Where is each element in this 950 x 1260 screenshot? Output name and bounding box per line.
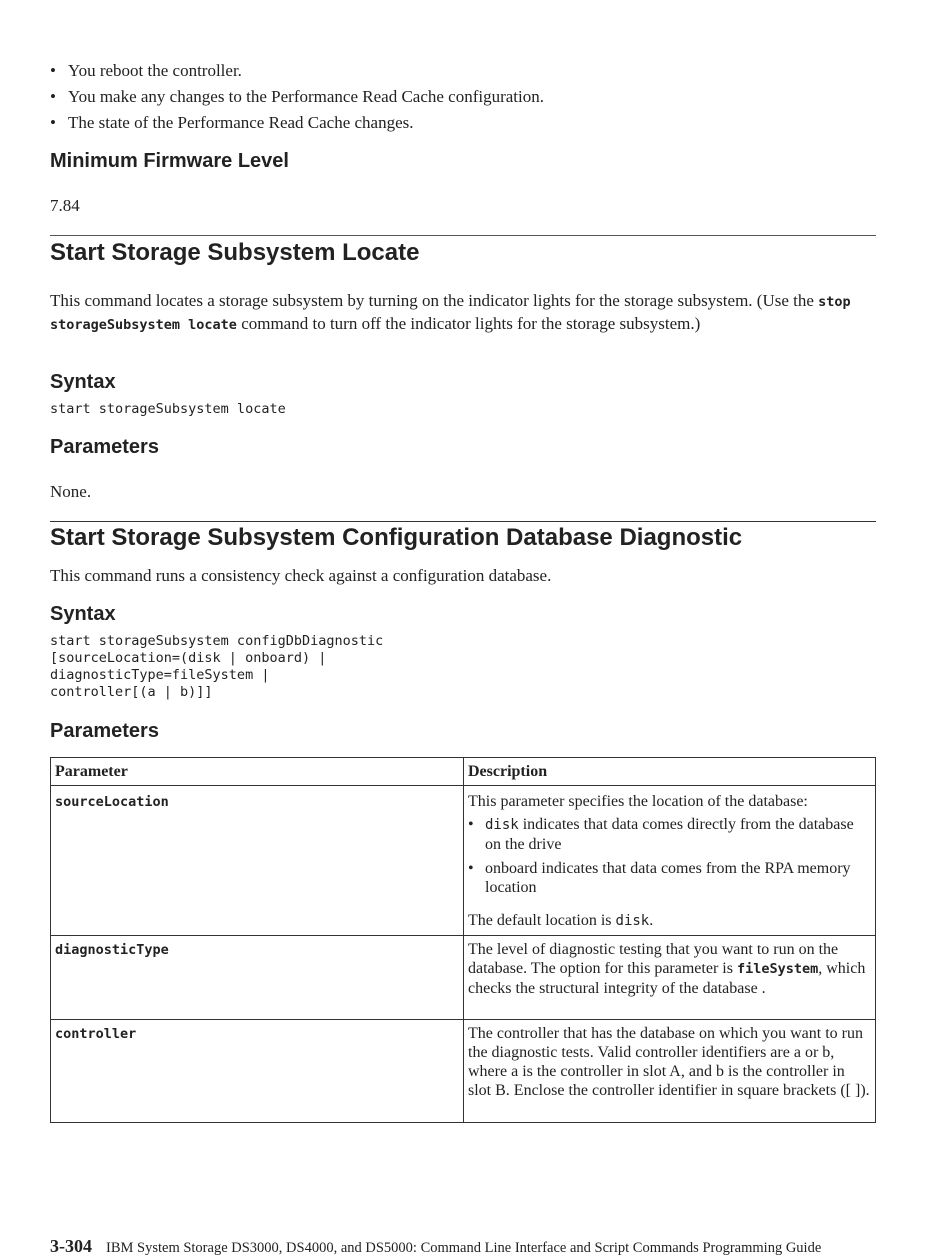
diagtype-text2: , which checks the structural integrity of the database . bbox=[468, 960, 866, 997]
locate-description bbox=[50, 290, 876, 336]
option-disk-text: indicates that data comes directly from the database on the drive bbox=[485, 816, 854, 853]
list-item: • onboard indicates that data comes from the RPA memory location bbox=[468, 859, 871, 897]
locate-syntax-heading: Syntax bbox=[50, 371, 116, 393]
sourcelocation-options bbox=[468, 815, 871, 897]
table-row bbox=[51, 1020, 876, 1123]
section-divider bbox=[50, 235, 876, 236]
param-name-diagnostictype: diagnosticType bbox=[55, 942, 169, 958]
min-firmware-value: 7.84 bbox=[50, 196, 80, 215]
diag-syntax-heading: Syntax bbox=[50, 603, 116, 625]
locate-title: Start Storage Subsystem Locate bbox=[50, 239, 420, 266]
default-end: . bbox=[649, 912, 654, 929]
intro-bullet-list bbox=[50, 60, 876, 138]
locate-desc-part1: This command locates a storage subsystem by turning on the indicator lights for the storage subsystem. (Use the bbox=[50, 291, 819, 310]
default-text: The default location is bbox=[468, 912, 616, 929]
param-name-sourcelocation: sourceLocation bbox=[55, 794, 169, 810]
locate-parameters-heading: Parameters bbox=[50, 436, 159, 458]
controller-description: The controller that has the database on which you want to run the diagnostic tests. Valid controller identifiers are a or b, where a is the controller in slot A, and b is the controller in slot B. Enclose the controller identifier in square brackets ([ ]). bbox=[464, 1020, 876, 1123]
table-row bbox=[51, 936, 876, 1020]
table-row bbox=[51, 786, 876, 936]
list-item: • The state of the Performance Read Cache changes. bbox=[50, 112, 876, 138]
locate-syntax-code: start storageSubsystem locate bbox=[50, 401, 286, 417]
diag-syntax-code: start storageSubsystem configDbDiagnostic [sourceLocation=(disk | onboard) | diagnosticType=fileSystem | controller[(a | b)]] bbox=[50, 633, 384, 700]
param-name-controller: controller bbox=[55, 1026, 137, 1042]
option-disk-code: disk bbox=[485, 817, 519, 833]
locate-desc-part2: command to turn off the indicator lights for the storage subsystem.) bbox=[236, 314, 701, 333]
diagtype-code: fileSystem bbox=[736, 961, 819, 977]
locate-desc-command: stop storageSubsystem locate bbox=[50, 294, 851, 333]
header-parameter: Parameter bbox=[51, 758, 464, 786]
diag-description: This command runs a consistency check against a configuration database. bbox=[50, 566, 552, 585]
book-title: IBM System Storage DS3000, DS4000, and DS5000: Command Line Interface and Script Commands Programming Guide bbox=[106, 1240, 822, 1256]
page-footer bbox=[50, 1236, 910, 1257]
header-description: Description bbox=[464, 758, 876, 786]
sourcelocation-intro: This parameter specifies the location of the database: bbox=[468, 793, 808, 810]
section-divider bbox=[50, 521, 876, 522]
table-header-row bbox=[51, 758, 876, 786]
parameters-table bbox=[50, 757, 876, 1123]
diag-parameters-heading: Parameters bbox=[50, 720, 159, 742]
list-item: • You reboot the controller. bbox=[50, 60, 876, 86]
sourcelocation-default bbox=[468, 911, 871, 931]
diag-title: Start Storage Subsystem Configuration Database Diagnostic bbox=[50, 524, 743, 551]
list-item bbox=[468, 815, 871, 854]
diagtype-text1: The level of diagnostic testing that you want to run on the database. The option for this parameter is bbox=[468, 941, 839, 977]
list-item: • You make any changes to the Performance Read Cache configuration. bbox=[50, 86, 876, 112]
diagnostictype-description bbox=[464, 936, 876, 1020]
page-number: 3-304 bbox=[50, 1236, 92, 1256]
locate-parameters-none: None. bbox=[50, 482, 92, 501]
min-firmware-heading: Minimum Firmware Level bbox=[50, 150, 289, 172]
default-code: disk bbox=[615, 913, 650, 929]
